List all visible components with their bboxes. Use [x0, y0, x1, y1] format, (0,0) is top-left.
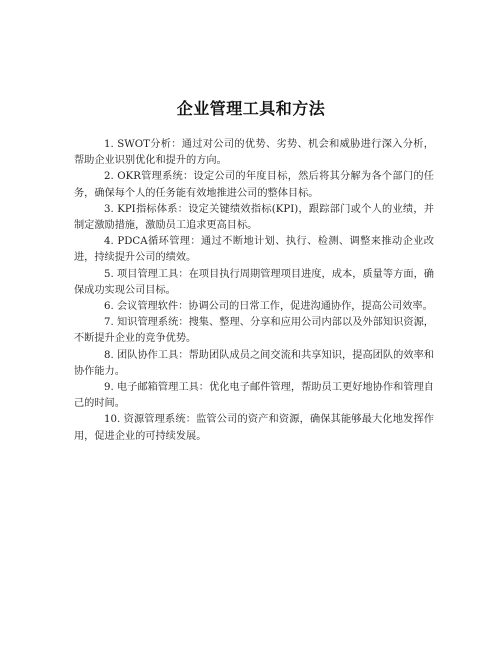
list-item-project-management: 5. 项目管理工具：在项目执行周期管理项目进度，成本，质量等方面，确保成功实现公司目标。 [74, 268, 434, 296]
list-item-pdca: 4. PDCA循环管理：通过不断地计划、执行、检测、调整来推动企业改进，持续提升公司的绩效。 [74, 236, 434, 264]
list-item-team-collaboration: 8. 团队协作工具：帮助团队成员之间交流和共享知识，提高团队的效率和协作能力。 [74, 349, 434, 377]
document-title: 企业管理工具和方法 [176, 99, 326, 118]
document-body [74, 137, 434, 445]
list-item-email-management: 9. 电子邮箱管理工具：优化电子邮件管理，帮助员工更好地协作和管理自己的时间。 [74, 382, 434, 410]
list-item-swot: 1. SWOT分析：通过对公司的优势、劣势、机会和威胁进行深入分析，帮助企业识别优化和提升的方向。 [74, 139, 434, 167]
list-item-resource-management: 10. 资源管理系统：监管公司的资产和资源，确保其能够最大化地发挥作用，促进企业的可持续发展。 [74, 414, 434, 442]
list-item-okr: 2. OKR管理系统：设定公司的年度目标，然后将其分解为各个部门的任务，确保每个人的任务能有效地推进公司的整体目标。 [74, 171, 434, 199]
list-item-knowledge-management: 7. 知识管理系统：搜集、整理、分享和应用公司内部以及外部知识资源，不断提升企业的竞争优势。 [74, 317, 434, 345]
list-item-kpi: 3. KPI指标体系：设定关键绩效指标(KPI)，跟踪部门或个人的业绩，并制定激励措施，激励员工追求更高目标。 [74, 203, 434, 232]
list-item-meeting-software: 6. 会议管理软件：协调公司的日常工作，促进沟通协作，提高公司效率。 [104, 301, 433, 313]
